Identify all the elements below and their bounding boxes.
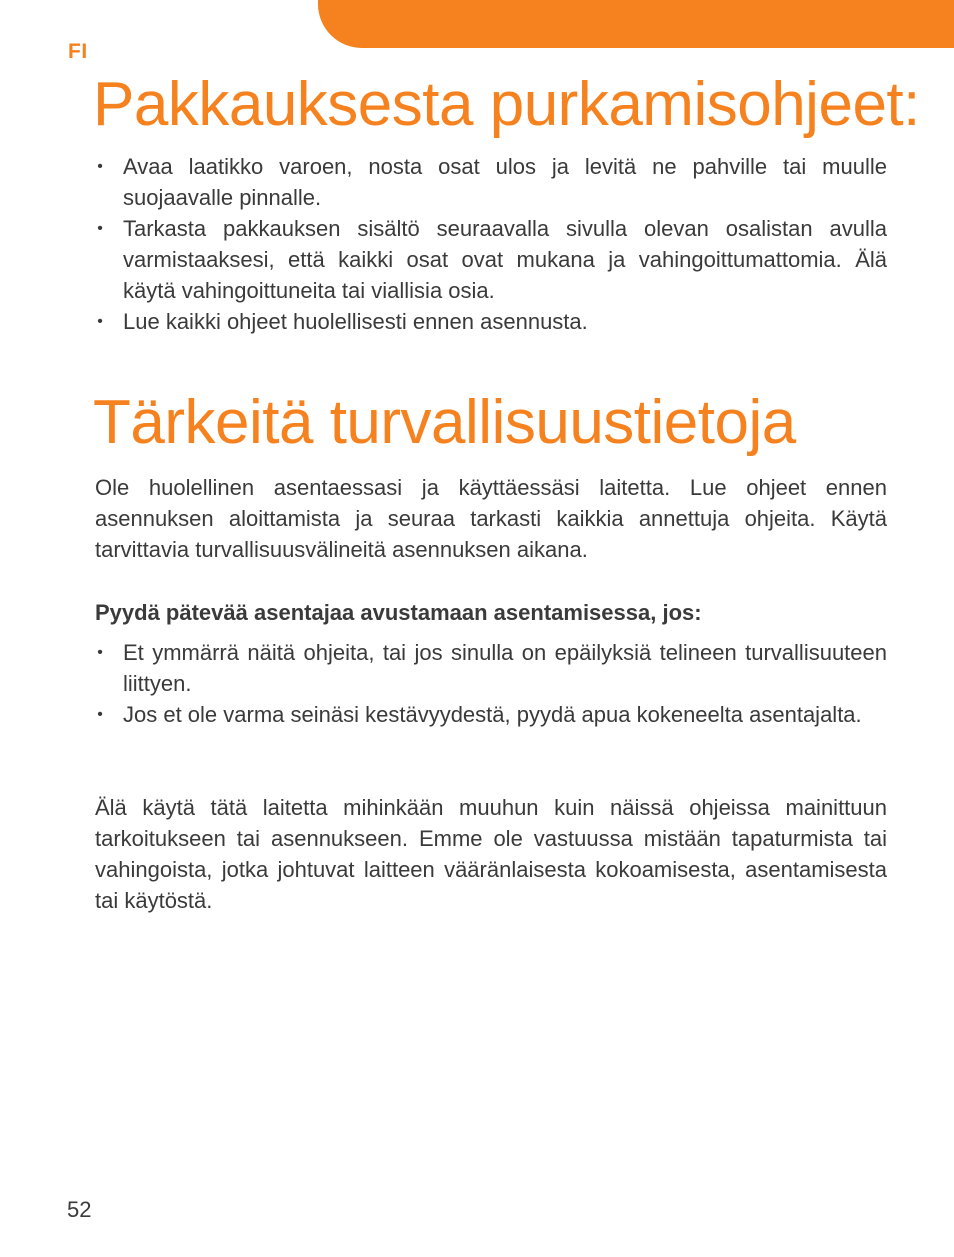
qualified-installer-list [95,637,887,730]
list-item-text: Lue kaikki ohjeet huolellisesti ennen asennusta. [123,309,588,334]
list-item [95,151,887,213]
safety-intro-paragraph: Ole huolellinen asentaessasi ja käyttäessäsi laitetta. Lue ohjeet ennen asennuksen aloittamista ja seuraa tarkasti kaikkia annettuja ohjeita. Käytä tarvittavia turvallisuusvälineitä asennuksen aikana. [95,475,887,562]
liability-disclaimer-paragraph: Älä käytä tätä laitetta mihinkään muuhun kuin näissä ohjeissa mainittuun tarkoitukseen tai asennukseen. Emme ole vastuussa mistään tapaturmista tai vahingoista, jotka johtuvat laitteen vääränlaisesta kokoamisesta, asentamisesta tai käytöstä. [95,795,887,913]
bullet-icon: • [97,220,103,237]
list-item [95,306,887,337]
unpacking-instructions-title: Pakkauksesta purkamisohjeet: [93,70,920,139]
list-item-text: Tarkasta pakkauksen sisältö seuraavalla sivulla olevan osalistan avulla varmistaaksesi, että kaikki osat ovat mukana ja vahingoittumattomia. Älä käytä vahingoittuneita tai viallisia osia. [123,216,887,303]
list-item [95,699,887,730]
bullet-icon: • [97,158,103,175]
list-item [95,637,887,699]
bullet-icon: • [97,644,103,661]
bullet-icon: • [97,706,103,723]
unpacking-instructions-list [95,151,887,337]
page-number: 52 [67,1197,92,1222]
list-item-text: Avaa laatikko varoen, nosta osat ulos ja levitä ne pahville tai muulle suojaavalle pinnalle. [123,154,887,210]
bullet-icon: • [97,313,103,330]
list-item-text: Et ymmärrä näitä ohjeita, tai jos sinulla on epäilyksiä telineen turvallisuuteen liittyen. [123,640,887,696]
qualified-installer-subheading: Pyydä pätevää asentajaa avustamaan asentamisessa, jos: [95,600,702,625]
language-label: FI [68,40,88,63]
header-accent-tab [318,0,954,48]
list-item [95,213,887,306]
list-item-text: Jos et ole varma seinäsi kestävyydestä, pyydä apua kokeneelta asentajalta. [123,702,862,727]
safety-information-title: Tärkeitä turvallisuustietoja [93,388,796,457]
